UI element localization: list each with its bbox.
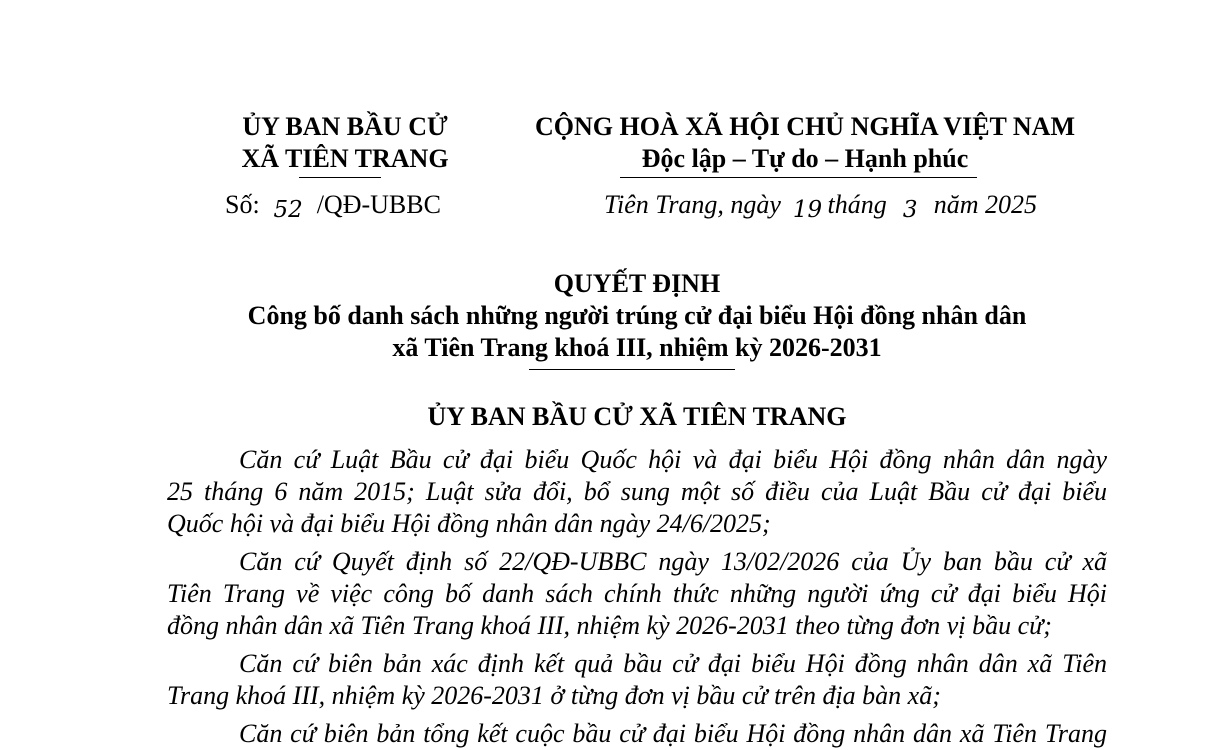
paragraph-line: Căn cứ Quyết định số 22/QĐ-UBBC ngày 13/02/2026 của Ủy ban bầu cử xã: [239, 547, 1107, 576]
number-value: 52: [273, 197, 303, 223]
national-title: CỘNG HOÀ XÃ HỘI CHỦ NGHĨA VIỆT NAM: [534, 112, 1076, 141]
issuing-body: ỦY BAN BẦU CỬ XÃ TIÊN TRANG: [427, 402, 847, 431]
motto-underline: [620, 177, 977, 178]
decision-subtitle-line1: Công bố danh sách những người trúng cử đại biểu Hội đồng nhân dân: [247, 301, 1027, 330]
national-header: [520, 111, 1090, 175]
decision-title: [167, 268, 1107, 364]
paragraph-line: Căn cứ Luật Bầu cử đại biểu Quốc hội và đại biểu Hội đồng nhân dân ngày: [239, 445, 1107, 474]
legal-basis-3: [167, 648, 1107, 712]
national-motto: Độc lập – Tự do – Hạnh phúc: [641, 144, 969, 173]
document-number: [225, 189, 441, 222]
paragraph-line: 25 tháng 6 năm 2015; Luật sửa đổi, bổ sung một số điều của Luật Bầu cử đại biểu: [167, 477, 1107, 506]
paragraph-line: Tiên Trang về việc công bố danh sách chính thức những người ứng cử đại biểu Hội: [167, 579, 1107, 608]
year-label: năm 2025: [933, 190, 1037, 219]
issuer-underline: [299, 177, 381, 178]
paragraph-line: Quốc hội và đại biểu Hội đồng nhân dân ngày 24/6/2025;: [167, 509, 771, 538]
place-date: [604, 189, 1037, 222]
legal-basis-2: [167, 546, 1107, 642]
paragraph-line: Trang khoá III, nhiệm kỳ 2026-2031 ở từng đơn vị bầu cử trên địa bàn xã;: [167, 681, 941, 710]
month-label: tháng: [827, 190, 887, 219]
date-day: 19: [792, 197, 823, 223]
number-suffix: /QĐ-UBBC: [316, 190, 441, 219]
legal-basis-4: [167, 718, 1107, 750]
issuer-line1: ỦY BAN BẦU CỬ: [242, 112, 448, 141]
number-label: Số:: [225, 190, 260, 219]
title-underline: [529, 369, 735, 370]
date-month: 3: [902, 197, 918, 223]
paragraph-line: Căn cứ biên bản xác định kết quả bầu cử đại biểu Hội đồng nhân dân xã Tiên: [239, 649, 1107, 678]
legal-basis-1: [167, 444, 1107, 540]
decision-heading: QUYẾT ĐỊNH: [553, 269, 721, 298]
issuer-line2: XÃ TIÊN TRANG: [241, 144, 449, 173]
paragraph-line: Căn cứ biên bản tổng kết cuộc bầu cử đại biểu Hội đồng nhân dân xã Tiên Trang: [239, 719, 1107, 748]
issuer-header: [200, 111, 490, 175]
place-date-prefix: Tiên Trang, ngày: [604, 190, 781, 219]
decision-subtitle-line2: xã Tiên Trang khoá III, nhiệm kỳ 2026-2031: [392, 333, 882, 362]
paragraph-line: đồng nhân dân xã Tiên Trang khoá III, nhiệm kỳ 2026-2031 theo từng đơn vị bầu cử;: [167, 611, 1052, 640]
